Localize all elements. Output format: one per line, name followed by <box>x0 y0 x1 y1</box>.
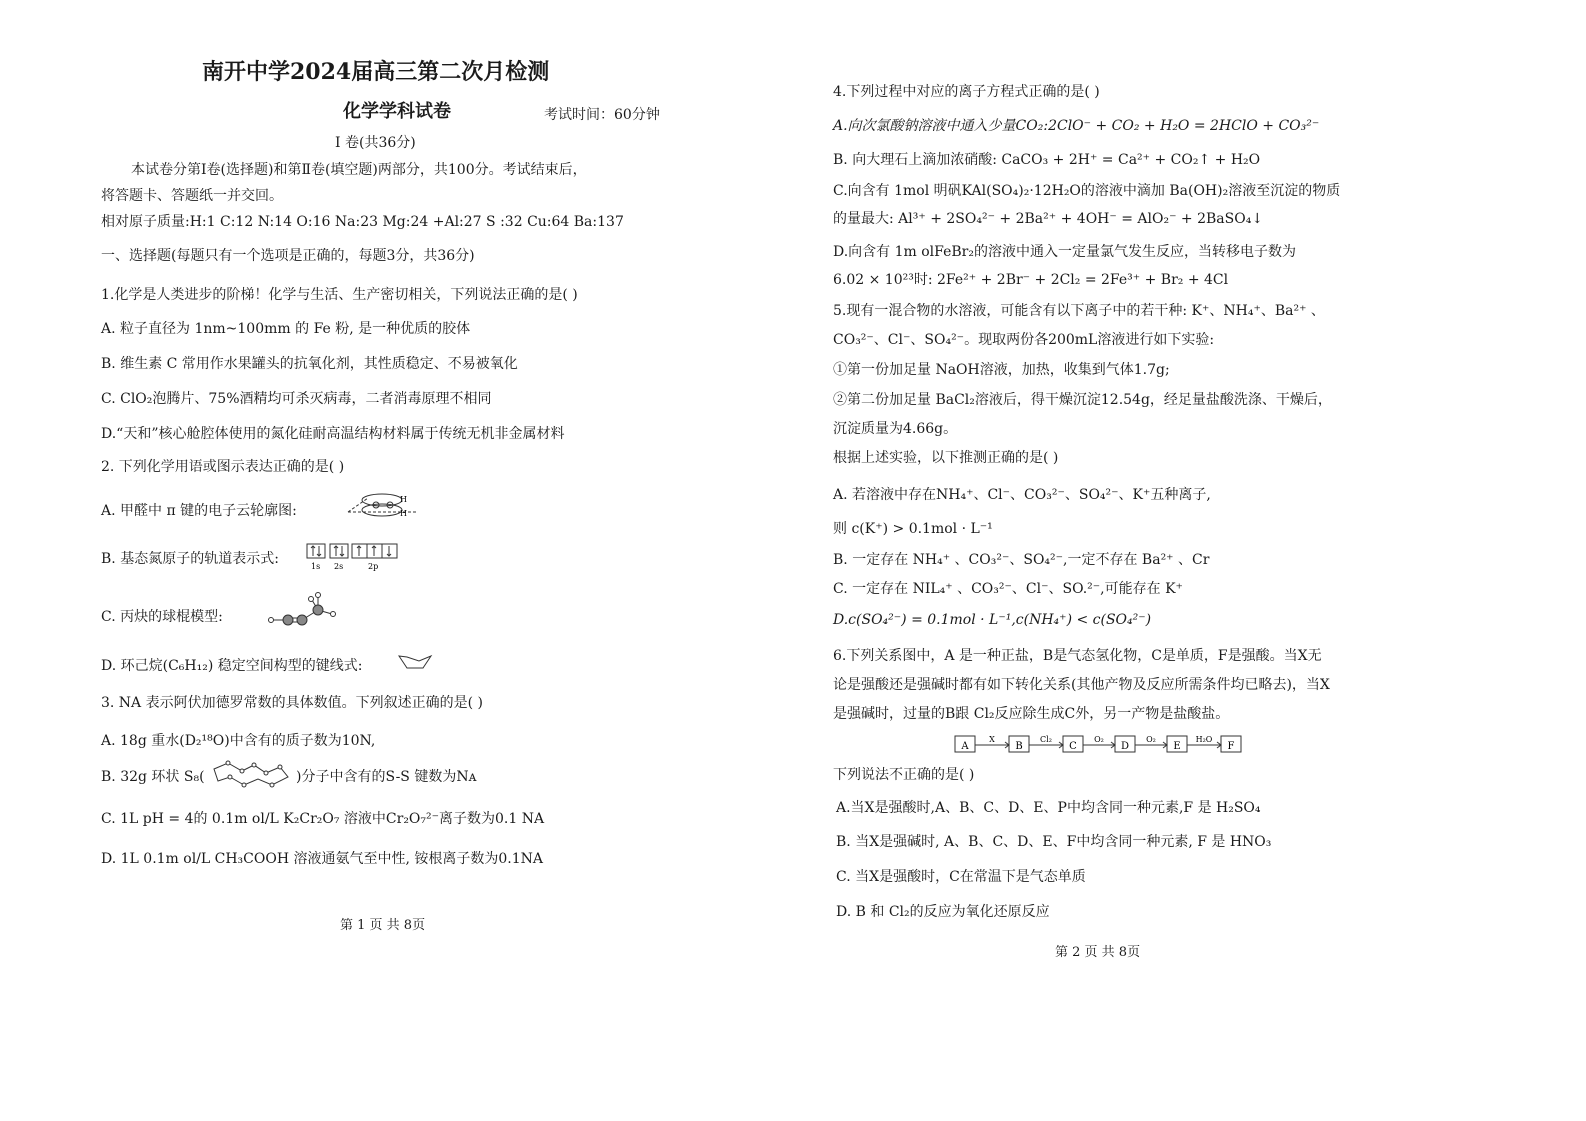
atomic-mass-line: 相对原子质量:H:1 C:12 N:14 O:16 Na:23 Mg:24 +Al:27 S :32 Cu:64 Ba:137 <box>101 214 624 230</box>
question-6-option-c: C. 当X是强酸时，C在常温下是气态单质 <box>836 869 1086 885</box>
chain-box-e: E <box>1173 741 1181 752</box>
orbital-label-2p: 2p <box>368 562 379 571</box>
question-3-option-a: A. 18g 重水(D₂¹⁸O)中含有的质子数为10N, <box>101 733 376 749</box>
question-3: 3. NA 表示阿伏加德罗常数的具体数值。下列叙述正确的是( ) <box>101 695 483 711</box>
question-6-option-b: B. 当X是强碱时, A、B、C、D、E、F中均含同一种元素, F 是 HNO₃ <box>836 834 1272 850</box>
question-4-option-c-line2: 的量最大: Al³⁺ + 2SO₄²⁻ + 2Ba²⁺ + 4OH⁻ = AlO₂⁻ + 2BaSO₄↓ <box>833 211 1264 227</box>
chain-label-cl2: Cl₂ <box>1040 735 1052 744</box>
question-6-line1: 6.下列关系图中，A 是一种正盐，B是气态氢化物，C是单质，F是强酸。当X无 <box>833 648 1322 664</box>
question-3-option-b-end: )分子中含有的S-S 键数为Nᴀ <box>296 769 477 785</box>
intro-text-2: 将答题卡、答题纸一并交回。 <box>101 188 283 204</box>
intro-text-1: 本试卷分第Ⅰ卷(选择题)和第Ⅱ卷(填空题)两部分，共100分。考试结束后， <box>131 162 587 178</box>
question-2-option-a: A. 甲醛中 π 键的电子云轮廓图: <box>101 503 297 519</box>
pi-bond-electron-cloud-figure <box>338 490 428 520</box>
question-6-option-d: D. B 和 Cl₂的反应为氧化还原反应 <box>836 904 1050 920</box>
part1-heading: 一、选择题(每题只有一个选项是正确的，每题3分，共36分) <box>101 248 475 264</box>
chain-label-h2o: H₂O <box>1195 735 1213 744</box>
question-5-line4: ②第二份加足量 BaCl₂溶液后，得干燥沉淀12.54g，经足量盐酸洗涤、干燥后， <box>833 392 1332 408</box>
question-4-option-d-line1: D.向含有 1m olFeBr₂的溶液中通入一定量氯气发生反应，当转移电子数为 <box>833 244 1296 260</box>
question-4-option-a: A.向次氯酸钠溶液中通入少量CO₂:2ClO⁻ + CO₂ + H₂O = 2HClO + CO₃²⁻ <box>833 118 1320 134</box>
question-5-line3: ①第一份加足量 NaOH溶液，加热，收集到气体1.7g; <box>833 362 1170 378</box>
orbital-label-1s: 1s <box>311 562 321 571</box>
question-1: 1.化学是人类进步的阶梯！化学与生活、生产密切相关，下列说法正确的是( ) <box>101 287 578 303</box>
question-1-option-a: A. 粒子直径为 1nm~100mm 的 Fe 粉, 是一种优质的胶体 <box>101 321 471 337</box>
question-4: 4.下列过程中对应的离子方程式正确的是( ) <box>833 84 1100 100</box>
question-2: 2. 下列化学用语或图示表达正确的是( ) <box>101 459 345 475</box>
section-heading: I 卷(共36分) <box>335 135 416 151</box>
chain-box-b: B <box>1015 741 1023 752</box>
chain-box-f: F <box>1227 741 1235 752</box>
question-1-option-c: C. ClO₂泡腾片、75%酒精均可杀灭病毒，二者消毒原理不相同 <box>101 391 492 407</box>
question-1-option-d: D.“天和”核心舱腔体使用的氮化硅耐高温结构材料属于传统无机非金属材料 <box>101 426 565 442</box>
question-4-option-b: B. 向大理石上滴加浓硝酸: CaCO₃ + 2H⁺ = Ca²⁺ + CO₂↑ + H₂O <box>833 152 1261 168</box>
question-2-option-c: C. 丙炔的球棍模型: <box>101 609 223 625</box>
propyne-ball-stick-model <box>266 590 338 628</box>
chain-box-c: C <box>1069 741 1077 752</box>
exam-title: 南开中学2024届高三第二次月检测 <box>202 59 550 85</box>
question-5-option-d: D.c(SO₄²⁻) = 0.1mol · L⁻¹,c(NH₄⁺) < c(SO₄²⁻) <box>833 612 1152 628</box>
question-6-line3: 是强碱时，过量的B跟 Cl₂反应除生成C外，另一产物是盐酸盐。 <box>833 706 1230 722</box>
conversion-chain-diagram <box>953 733 1243 755</box>
question-4-option-d-line2: 6.02 × 10²³时: 2Fe²⁺ + 2Br⁻ + 2Cl₂ = 2Fe³⁺ + Br₂ + 4Cl <box>833 272 1229 288</box>
exam-subtitle: 化学学科试卷 <box>343 101 451 122</box>
svg-text:H: H <box>400 509 407 518</box>
chain-label-x: X <box>989 735 995 744</box>
question-6-line4: 下列说法不正确的是( ) <box>833 767 975 783</box>
svg-text:H: H <box>400 495 407 504</box>
orbital-label-2s: 2s <box>334 562 344 571</box>
question-5-line2: CO₃²⁻、Cl⁻、SO₄²⁻。现取两份各200mL溶液进行如下实验: <box>833 332 1215 348</box>
chain-label-o2-2: O₂ <box>1146 735 1156 744</box>
question-5-option-a-line1: A. 若溶液中存在NH₄⁺、Cl⁻、CO₃²⁻、SO₄²⁻、K⁺五种离子, <box>833 487 1211 503</box>
question-3-option-d: D. 1L 0.1m ol/L CH₃COOH 溶液通氨气至中性, 铵根离子数为0.1NA <box>101 851 544 867</box>
question-5-line1: 5.现有一混合物的水溶液，可能含有以下离子中的若干种: K⁺、NH₄⁺、Ba²⁺ 、 <box>833 303 1325 319</box>
question-6-line2: 论是强酸还是强碱时都有如下转化关系(其他产物及反应所需条件均已略去)，当X <box>833 677 1330 693</box>
question-5-line6: 根据上述实验，以下推测正确的是( ) <box>833 450 1059 466</box>
chain-label-o2-1: O₂ <box>1094 735 1104 744</box>
nitrogen-orbital-diagram <box>306 543 398 571</box>
cyclohexane-chair-figure <box>397 653 433 671</box>
question-5-line5: 沉淀质量为4.66g。 <box>833 421 958 437</box>
exam-time: 考试时间：60分钟 <box>544 107 660 123</box>
question-3-option-c: C. 1L pH = 4的 0.1m ol/L K₂Cr₂O₇ 溶液中Cr₂O₇²⁻离子数为0.1 NA <box>101 811 545 827</box>
question-5-option-c: C. 一定存在 NIL₄⁺ 、CO₃²⁻、Cl⁻、SO.²⁻,可能存在 K⁺ <box>833 581 1183 597</box>
s8-ring-figure <box>208 759 294 789</box>
question-2-option-d: D. 环己烷(C₆H₁₂) 稳定空间构型的键线式: <box>101 658 363 674</box>
question-5-option-b: B. 一定存在 NH₄⁺ 、CO₃²⁻、SO₄²⁻,一定不存在 Ba²⁺ 、Cr <box>833 552 1210 568</box>
question-5-option-a-line2: 则 c(K⁺) > 0.1mol · L⁻¹ <box>833 521 993 537</box>
chain-box-a: A <box>961 741 969 752</box>
question-6-option-a: A.当X是强酸时,A、B、C、D、E、P中均含同一种元素,F 是 H₂SO₄ <box>836 800 1261 816</box>
question-1-option-b: B. 维生素 C 常用作水果罐头的抗氧化剂，其性质稳定、不易被氧化 <box>101 356 518 372</box>
page-footer-right: 第 2 页 共 8页 <box>1055 945 1141 960</box>
question-4-option-c-line1: C.向含有 1mol 明矾KAl(SO₄)₂·12H₂O的溶液中滴加 Ba(OH)₂溶液至沉淀的物质 <box>833 183 1341 199</box>
question-2-option-b: B. 基态氮原子的轨道表示式: <box>101 551 279 567</box>
question-3-option-b-start: B. 32g 环状 S₈( <box>101 769 205 785</box>
chain-box-d: D <box>1120 741 1130 752</box>
page-footer-left: 第 1 页 共 8页 <box>340 918 426 933</box>
